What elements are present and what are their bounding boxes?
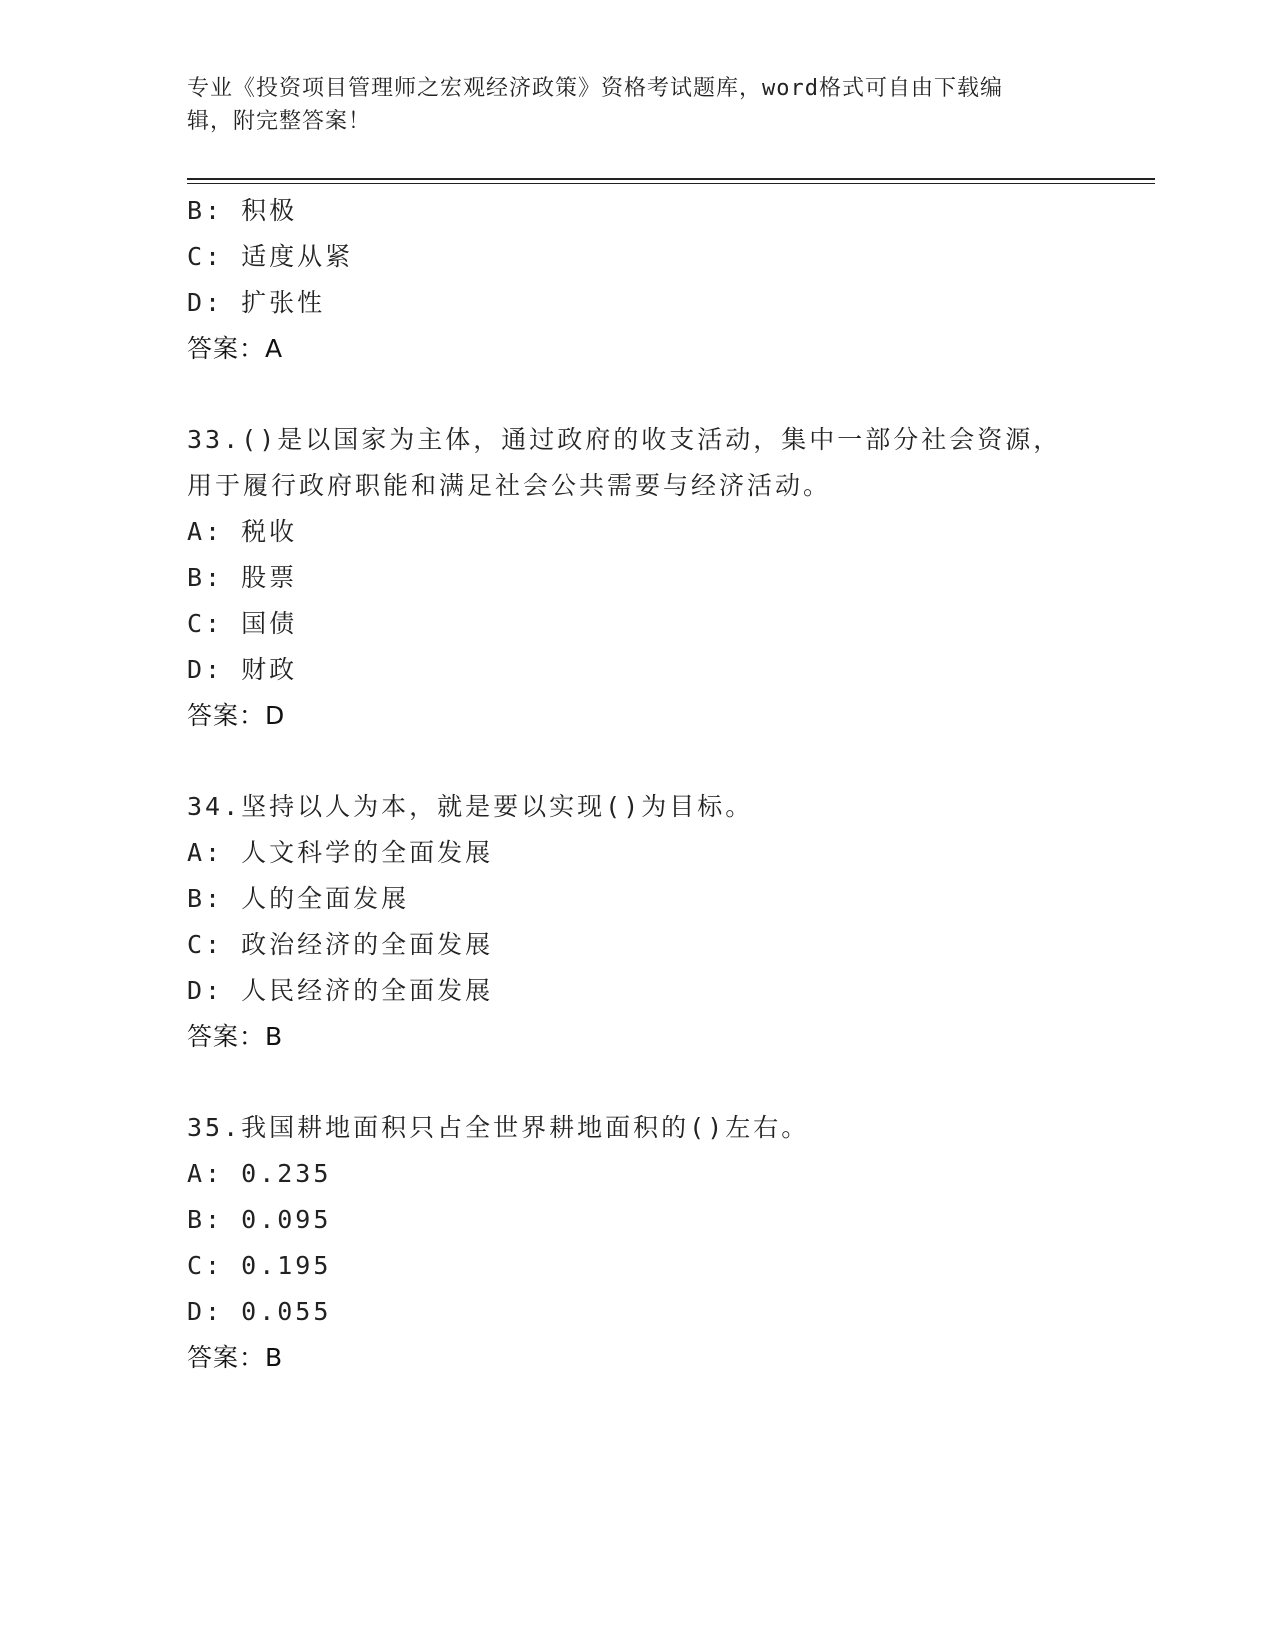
option-d: D: 扩张性 — [187, 288, 326, 317]
answer-line: 答案：D — [187, 701, 286, 730]
question-spacer — [187, 1060, 1087, 1105]
answer-line: 答案：B — [187, 1022, 284, 1051]
option-d: D: 财政 — [187, 655, 298, 684]
question-stem: 33.()是以国家为主体，通过政府的收支活动，集中一部分社会资源， — [187, 425, 1062, 454]
option-a: A: 0.235 — [187, 1159, 332, 1188]
question-stem: 34.坚持以人为本，就是要以实现()为目标。 — [187, 792, 754, 821]
option-c: C: 适度从紧 — [187, 242, 354, 271]
option-c: C: 0.195 — [187, 1251, 332, 1280]
header-divider-thick — [187, 178, 1155, 180]
option-c: C: 政治经济的全面发展 — [187, 930, 494, 959]
option-d: D: 0.055 — [187, 1297, 332, 1326]
question-32-tail — [187, 188, 1087, 372]
question-33 — [187, 417, 1087, 739]
header-divider-thin — [187, 183, 1155, 184]
option-b: B: 0.095 — [187, 1205, 332, 1234]
question-stem: 35.我国耕地面积只占全世界耕地面积的()左右。 — [187, 1113, 810, 1142]
option-b: B: 积极 — [187, 196, 298, 225]
option-b: B: 人的全面发展 — [187, 884, 410, 913]
question-35 — [187, 1105, 1087, 1381]
answer-line: 答案：A — [187, 334, 284, 363]
header-line-1: 专业《投资项目管理师之宏观经济政策》资格考试题库，word格式可自由下载编 — [187, 76, 1003, 101]
question-stem: 用于履行政府职能和满足社会公共需要与经济活动。 — [187, 471, 832, 500]
option-a: A: 税收 — [187, 517, 298, 546]
option-d: D: 人民经济的全面发展 — [187, 976, 494, 1005]
header-line-2: 辑，附完整答案！ — [187, 109, 372, 134]
question-34 — [187, 784, 1087, 1060]
option-c: C: 国债 — [187, 609, 298, 638]
question-content — [187, 188, 1087, 1381]
question-spacer — [187, 739, 1087, 784]
question-spacer — [187, 372, 1087, 417]
option-b: B: 股票 — [187, 563, 298, 592]
document-header — [187, 72, 1067, 138]
option-a: A: 人文科学的全面发展 — [187, 838, 494, 867]
answer-line: 答案：B — [187, 1343, 284, 1372]
